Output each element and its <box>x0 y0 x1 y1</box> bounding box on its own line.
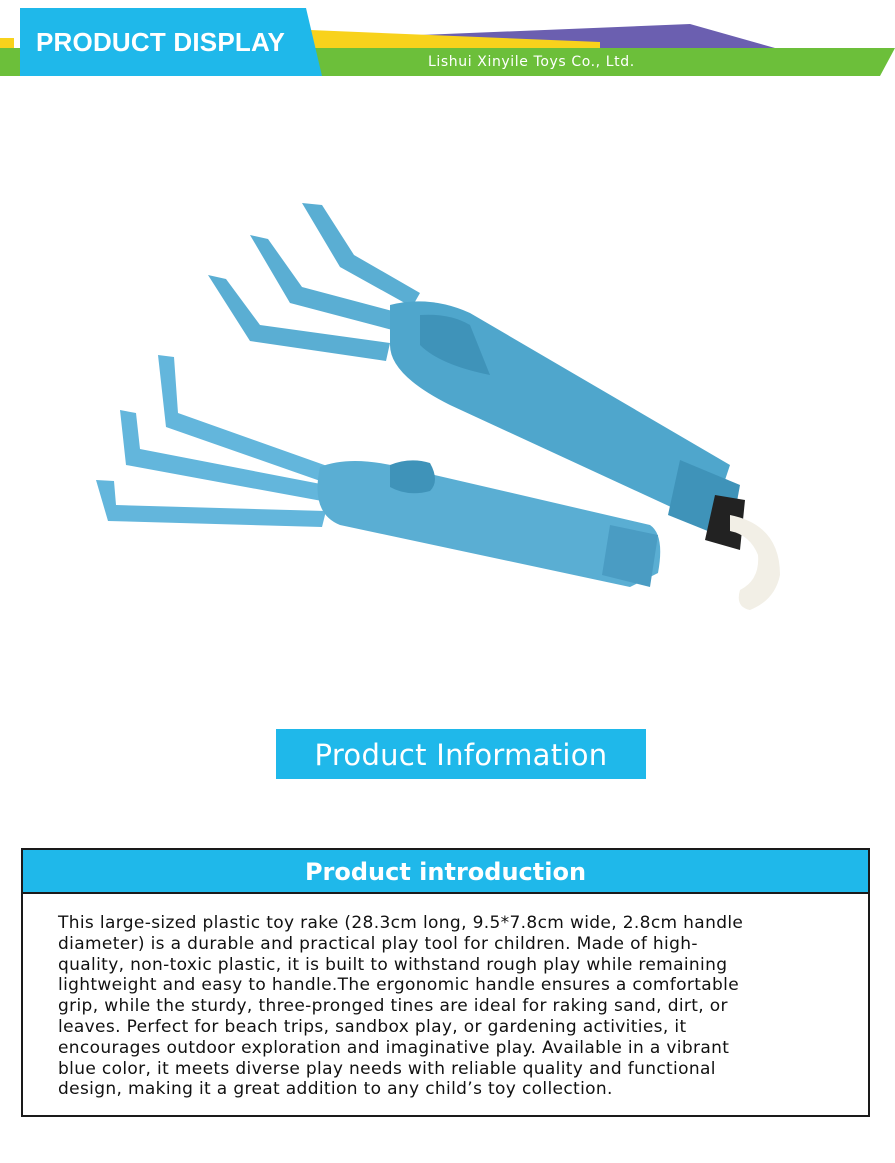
intro-line: blue color, it meets diverse play needs with reliable quality and functional <box>58 1058 716 1079</box>
product-introduction-panel <box>21 848 870 1117</box>
product-photo <box>90 195 810 635</box>
rake-illustration <box>90 195 810 635</box>
product-information-label: Product Information <box>314 738 608 772</box>
intro-line: grip, while the sturdy, three-pronged tines are ideal for raking sand, dirt, or <box>58 996 728 1017</box>
product-information-button[interactable] <box>276 729 646 779</box>
header-banner <box>0 0 895 90</box>
intro-line: This large-sized plastic toy rake (28.3cm long, 9.5*7.8cm wide, 2.8cm handle <box>58 913 744 933</box>
intro-line: leaves. Perfect for beach trips, sandbox play, or gardening activities, it <box>58 1016 687 1037</box>
intro-line: diameter) is a durable and practical play tool for children. Made of high- <box>58 933 698 954</box>
company-name: Lishui Xinyile Toys Co., Ltd. <box>428 54 635 70</box>
intro-line: lightweight and easy to handle.The ergonomic handle ensures a comfortable <box>58 975 740 996</box>
intro-header <box>23 850 868 894</box>
intro-line: design, making it a great addition to any child’s toy collection. <box>58 1079 613 1100</box>
intro-line: quality, non-toxic plastic, it is built to withstand rough play while remaining <box>58 954 728 975</box>
intro-title: Product introduction <box>304 858 587 886</box>
intro-description <box>58 913 838 1100</box>
intro-line: encourages outdoor exploration and imaginative play. Available in a vibrant <box>58 1037 730 1058</box>
banner-title: PRODUCT DISPLAY <box>36 27 286 57</box>
